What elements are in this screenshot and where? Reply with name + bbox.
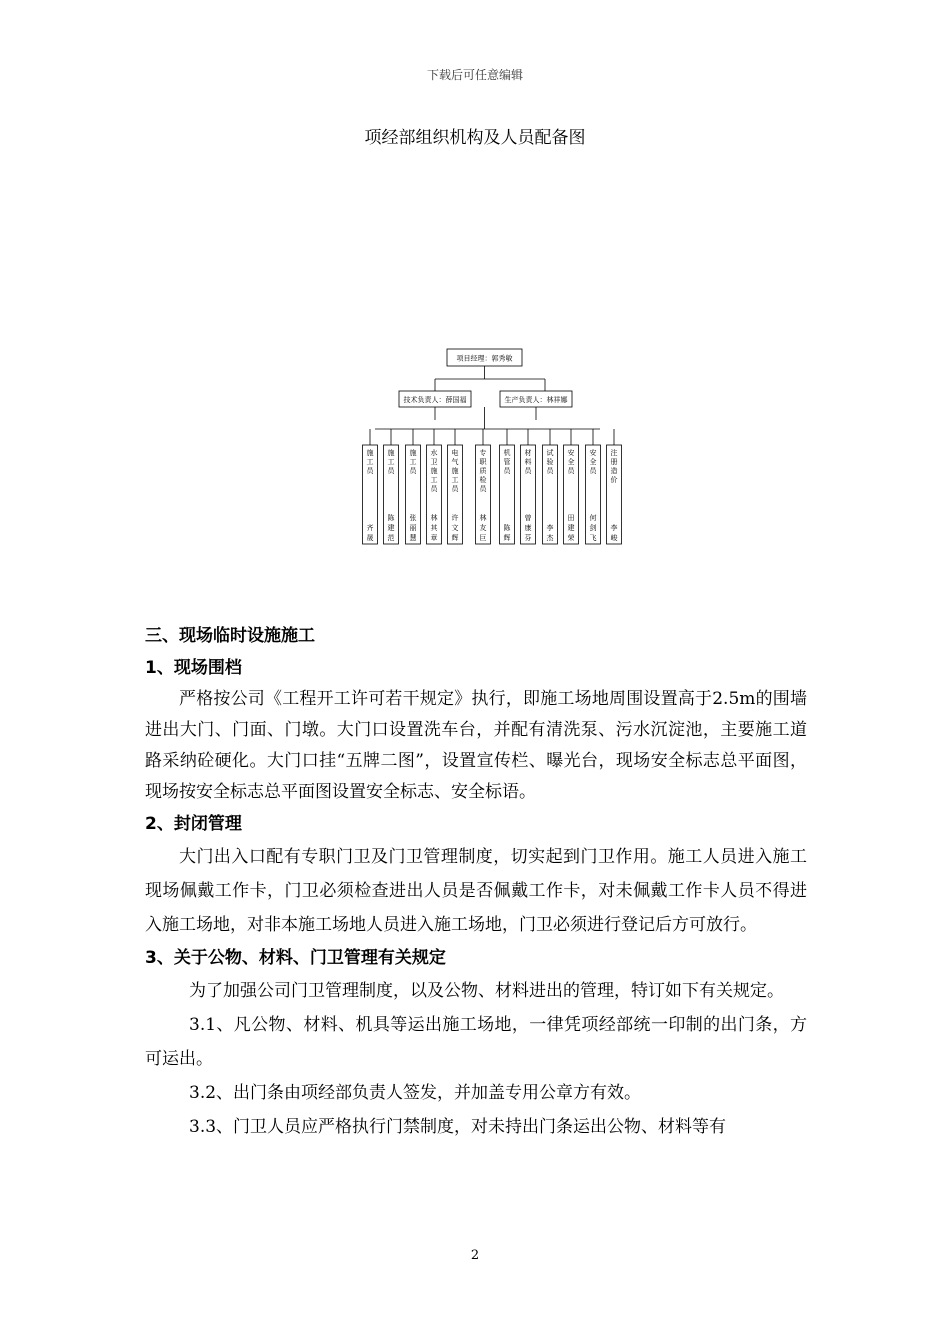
page-number: 2 [470, 1248, 480, 1263]
org-staff-name: 许文辉 [451, 514, 459, 542]
org-staff-3 [406, 429, 421, 544]
org-staff-role: 施工员 [366, 449, 374, 475]
rule-3-3: 3.3、门卫人员应严格执行门禁制度，对未持出门条运出公物、材料等有 [189, 1117, 727, 1137]
org-staff-name: 田建荣 [567, 514, 575, 542]
document-title: 项经部组织机构及人员配备图 [364, 128, 586, 148]
rule-3-1: 3.1、凡公物、材料、机具等运出施工场地，一律凭项经部统一印制的出门条，方可运出。 [145, 1015, 807, 1069]
org-staff-role: 电气施工员 [451, 449, 459, 493]
subsection-heading-2: 2、封闭管理 [145, 814, 242, 834]
org-staff-role: 施工员 [387, 449, 395, 475]
org-staff-1 [363, 429, 378, 544]
org-staff-10 [564, 429, 579, 544]
org-staff-role: 试验员 [546, 449, 554, 475]
paragraph-rules-intro: 为了加强公司门卫管理制度，以及公物、材料进出的管理，特订如下有关规定。 [189, 981, 784, 1001]
section-content [145, 620, 807, 1144]
org-staff-7 [500, 429, 515, 544]
org-staff-name: 林其章 [430, 514, 438, 542]
header-note: 下载后可任意编辑 [426, 68, 523, 82]
org-staff-5 [448, 429, 463, 544]
org-staff-name: 何剑飞 [589, 514, 597, 542]
org-staff-9 [543, 429, 558, 544]
org-staff-2 [384, 429, 399, 544]
paragraph-closed-management: 大门出入口配有专职门卫及门卫管理制度，切实起到门卫作用。施工人员进入施工现场佩戴工作卡，门卫必须检查进出人员是否佩戴工作卡，对未佩戴工作卡人员不得进入施工场地，对非本施工场地人员进入施工场地，门卫必须进行登记后方可放行。 [145, 847, 807, 935]
org-staff-role: 专职质检员 [479, 449, 487, 493]
org-staff-role: 施工员 [409, 449, 417, 475]
org-staff-name: 张丽慧 [409, 514, 417, 542]
org-staff-role: 材料员 [524, 449, 532, 475]
org-staff-role: 水卫施工员 [430, 449, 438, 493]
org-staff-role: 安全员 [567, 449, 575, 475]
org-staff-name: 齐晟 [366, 524, 374, 542]
subsection-heading-1: 1、现场围档 [145, 658, 242, 678]
org-staff-name: 林友巨 [479, 514, 487, 542]
org-staff-name: 陈建范 [387, 514, 395, 542]
org-staff-row [363, 429, 622, 544]
org-staff-role: 安全员 [589, 449, 597, 475]
org-staff-name: 陈辉 [503, 524, 511, 542]
org-staff-11 [586, 429, 601, 544]
org-production-lead-label: 生产负责人：林祥娜 [504, 396, 568, 404]
subsection-heading-3: 3、关于公物、材料、门卫管理有关规定 [145, 948, 446, 968]
org-staff-12 [607, 429, 622, 544]
org-staff-role: 机管员 [503, 449, 511, 475]
org-staff-name: 李杰 [546, 524, 554, 542]
org-staff-name: 曾康芬 [524, 514, 532, 542]
org-staff-8 [521, 429, 536, 544]
rule-3-2: 3.2、出门条由项经部负责人签发，并加盖专用公章方有效。 [189, 1083, 642, 1103]
paragraph-fence: 严格按公司《工程开工许可若干规定》执行，即施工场地周围设置高于2.5m的围墙进出大门、门面、门墩。大门口设置洗车台，并配有清洗泵、污水沉淀池，主要施工道路采纳砼硬化。大门口挂“五牌二图”，设置宣传栏、曝光台，现场安全标志总平面图，现场按安全标志总平面图设置安全标志、安全标语。 [145, 689, 807, 802]
org-root-label: 项目经理：郭秀敏 [456, 354, 513, 363]
org-tech-lead-label: 技术负责人：薛国福 [403, 396, 467, 404]
org-staff-6 [476, 429, 491, 544]
org-chart [355, 345, 625, 550]
section-heading: 三、现场临时设施施工 [145, 626, 315, 646]
org-staff-role: 注册造价 [610, 449, 618, 484]
org-staff-4 [427, 429, 442, 544]
org-staff-name: 李峻 [610, 524, 618, 542]
